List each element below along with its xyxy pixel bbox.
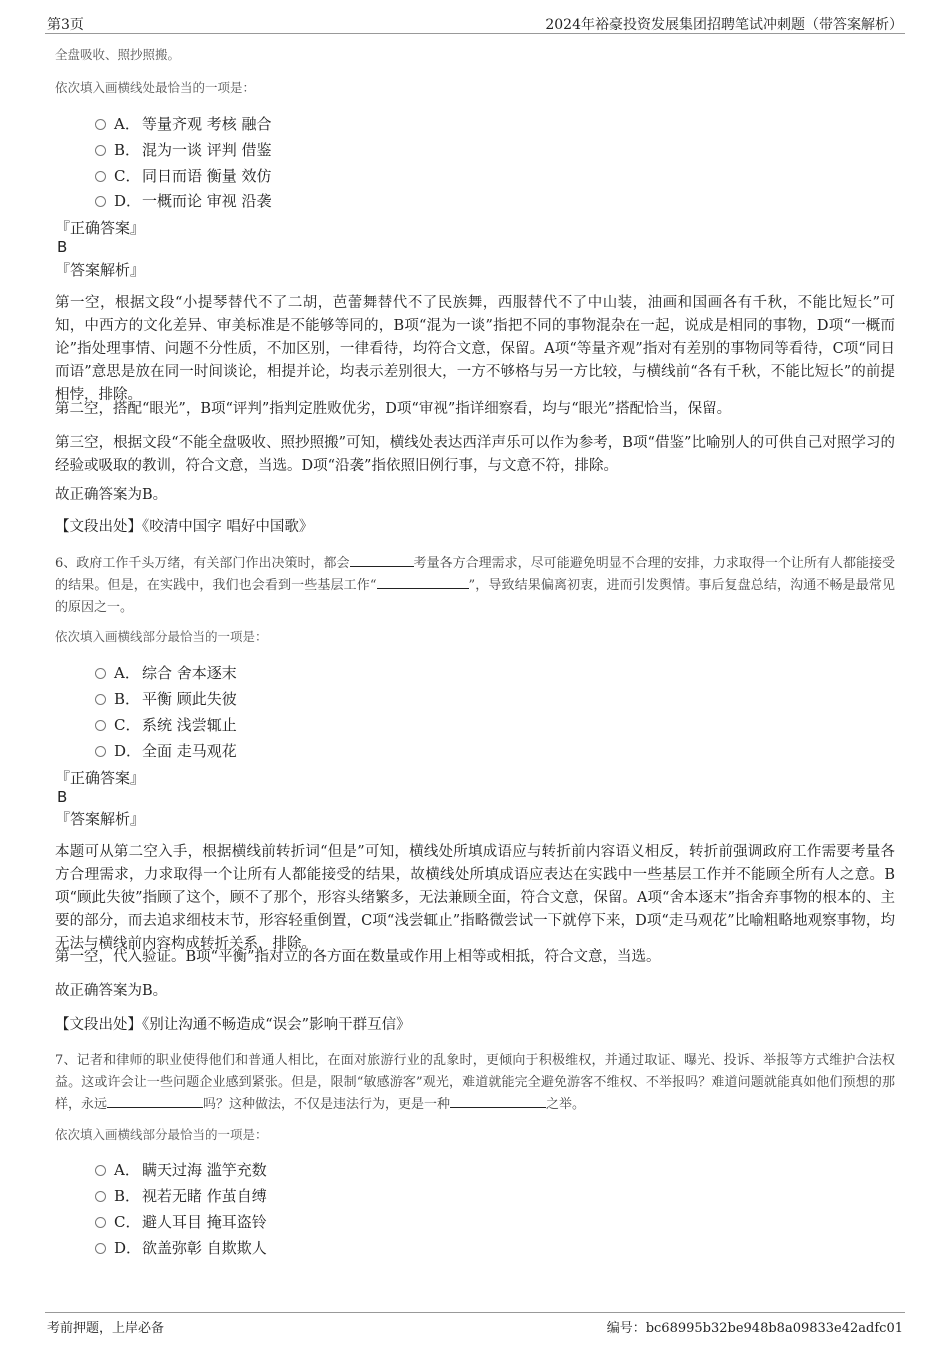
q5-analysis-p1: 第一空，根据文段“小提琴替代不了二胡，芭蕾舞替代不了民族舞，西服替代不了中山装，油画和国画各有千秋，不能比短长”可知，中西方的文化差异、审美标准是不能够等同的，B项“混为一谈”指把不同的事物混杂在一起，说成是相同的事物，D项“一概而论”指处理事情、问题不分性质，不加区别，一律看待，均符合文意，保留。A项“等量齐观”指对有差别的事物同等看待，C项“同日而语”意思是放在同一时间谈论，相提并论，均表示差别很大，一方不够格与另一方比较，与横线前“各有千秋，不能比短长”的前提相悖，排除。 — [55, 295, 895, 403]
q6-option-c[interactable]: C． 系统 浅尝辄止 — [95, 713, 237, 737]
q6-analysis-p1: 本题可从第二空入手，根据横线前转折词“但是”可知，横线处所填成语应与转折前内容语义相反，转折前强调政府工作需要考量各方合理需求，力求取得一个让所有人都能接受的结果，故横线处所填成语应表达在实践中一些基层工作并不能顾全所有人之意。B项“顾此失彼”指顾了这个，顾不了那个，形容头绪繁多，无法兼顾全面，符合文意，保留。A项“舍本逐末”指舍弃事物的根本的、主要的部分，而去追求细枝末节，形容轻重倒置，C项“浅尝辄止”指略微尝试一下就停下来，D项“走马观花”比喻粗略地观察事物，均无法与横线前内容构成转折关系，排除。 — [55, 844, 895, 952]
q5-tail-text: 全盘吸收、照抄照搬。 — [55, 47, 181, 62]
page-footer — [45, 1312, 905, 1336]
q5-option-c[interactable]: C． 同日而语 衡量 效仿 — [95, 164, 272, 188]
blank-line — [107, 1094, 203, 1108]
q5-option-a[interactable]: A． 等量齐观 考核 融合 — [95, 112, 272, 136]
q5-analysis-p2: 第二空，搭配“眼光”，B项“评判”指判定胜败优劣，D项“审视”指详细察看，均与“眼光”搭配恰当，保留。 — [55, 401, 732, 417]
q6-option-d[interactable]: D．全面 走马观花 — [95, 739, 237, 763]
q7-option-b[interactable]: B． 视若无睹 作茧自缚 — [95, 1184, 267, 1208]
blank-line — [450, 1094, 546, 1108]
radio-icon[interactable] — [95, 720, 106, 731]
radio-icon[interactable] — [95, 145, 106, 156]
q7-option-c[interactable]: C． 避人耳目 掩耳盗铃 — [95, 1210, 267, 1234]
q7-stem: 7、记者和律师的职业使得他们和普通人相比，在面对旅游行业的乱象时，更倾向于积极维权，并通过取证、曝光、投诉、举报等方式维护合法权益。这或许会让一些问题企业感到紧张。但是，限制“敏感游客”观光，难道就能完全避免游客不维权、不举报吗？难道问题就能真如他们预想的那样，永远 吗？这种做法，不仅是违法行为，更是一种 之举。 — [55, 1053, 895, 1112]
q5-analysis-p4: 故正确答案为B。 — [55, 487, 168, 503]
q6-option-a[interactable]: A． 综合 舍本逐末 — [95, 661, 237, 685]
q6-answer: B — [57, 788, 68, 806]
radio-icon[interactable] — [95, 1191, 106, 1202]
document-id: 编号：bc68995b32be948b8a09833e42adfc01 — [606, 1321, 903, 1336]
q5-source: 【文段出处】《咬清中国字 唱好中国歌》 — [55, 519, 314, 535]
q5-option-b[interactable]: B． 混为一谈 评判 借鉴 — [95, 138, 272, 162]
radio-icon[interactable] — [95, 746, 106, 757]
q6-source: 【文段出处】《别让沟通不畅造成“误会”影响干群互信》 — [55, 1017, 411, 1033]
q6-analysis-p2: 第一空，代入验证。B项“平衡”指对立的各方面在数量或作用上相等或相抵，符合文意，当选。 — [55, 949, 661, 965]
q6-stem: 6、政府工作千头万绪，有关部门作出决策时，都会 考量各方合理需求，尽可能避免明显不合理的安排，力求取得一个让所有人都能接受的结果。但是，在实践中，我们也会看到一些基层工作“ ”，导致结果偏离初衷，进而引发舆情。事后复盘总结，沟通不畅是最常见的原因之一。 — [55, 553, 895, 619]
q6-option-b[interactable]: B． 平衡 顾此失彼 — [95, 687, 237, 711]
q7-option-d[interactable]: D．欲盖弥彰 自欺欺人 — [95, 1236, 267, 1260]
blank-line — [350, 553, 414, 567]
blank-line — [377, 575, 469, 589]
q6-prompt: 依次填入画横线部分最恰当的一项是： — [55, 629, 268, 644]
q5-answer: B — [57, 238, 68, 256]
q6-answer-label: 『正确答案』 — [55, 769, 146, 787]
document-title: 2024年裕豪投资发展集团招聘笔试冲刺题（带答案解析） — [545, 17, 903, 33]
radio-icon[interactable] — [95, 171, 106, 182]
footer-slogan: 考前押题，上岸必备 — [47, 1321, 165, 1336]
radio-icon[interactable] — [95, 196, 106, 207]
q7-prompt: 依次填入画横线部分最恰当的一项是： — [55, 1127, 268, 1142]
radio-icon[interactable] — [95, 668, 106, 679]
q5-option-d[interactable]: D．一概而论 审视 沿袭 — [95, 189, 272, 213]
radio-icon[interactable] — [95, 119, 106, 130]
q5-analysis-p3: 第三空，根据文段“不能全盘吸收、照抄照搬”可知，横线处表达西洋声乐可以作为参考，B项“借鉴”比喻别人的可供自己对照学习的经验或吸取的教训，符合文意，当选。D项“沿袭”指依照旧例行事，与文意不符，排除。 — [55, 435, 895, 474]
radio-icon[interactable] — [95, 1217, 106, 1228]
q5-analysis-label: 『答案解析』 — [55, 261, 146, 279]
q7-option-a[interactable]: A． 瞒天过海 滥竽充数 — [95, 1158, 267, 1182]
radio-icon[interactable] — [95, 1165, 106, 1176]
q5-prompt: 依次填入画横线处最恰当的一项是： — [55, 80, 256, 95]
page-number: 第3页 — [47, 17, 84, 33]
page-header — [45, 10, 905, 34]
q6-analysis-p3: 故正确答案为B。 — [55, 983, 168, 999]
radio-icon[interactable] — [95, 1243, 106, 1254]
radio-icon[interactable] — [95, 694, 106, 705]
q6-analysis-label: 『答案解析』 — [55, 810, 146, 828]
q5-answer-label: 『正确答案』 — [55, 219, 146, 237]
